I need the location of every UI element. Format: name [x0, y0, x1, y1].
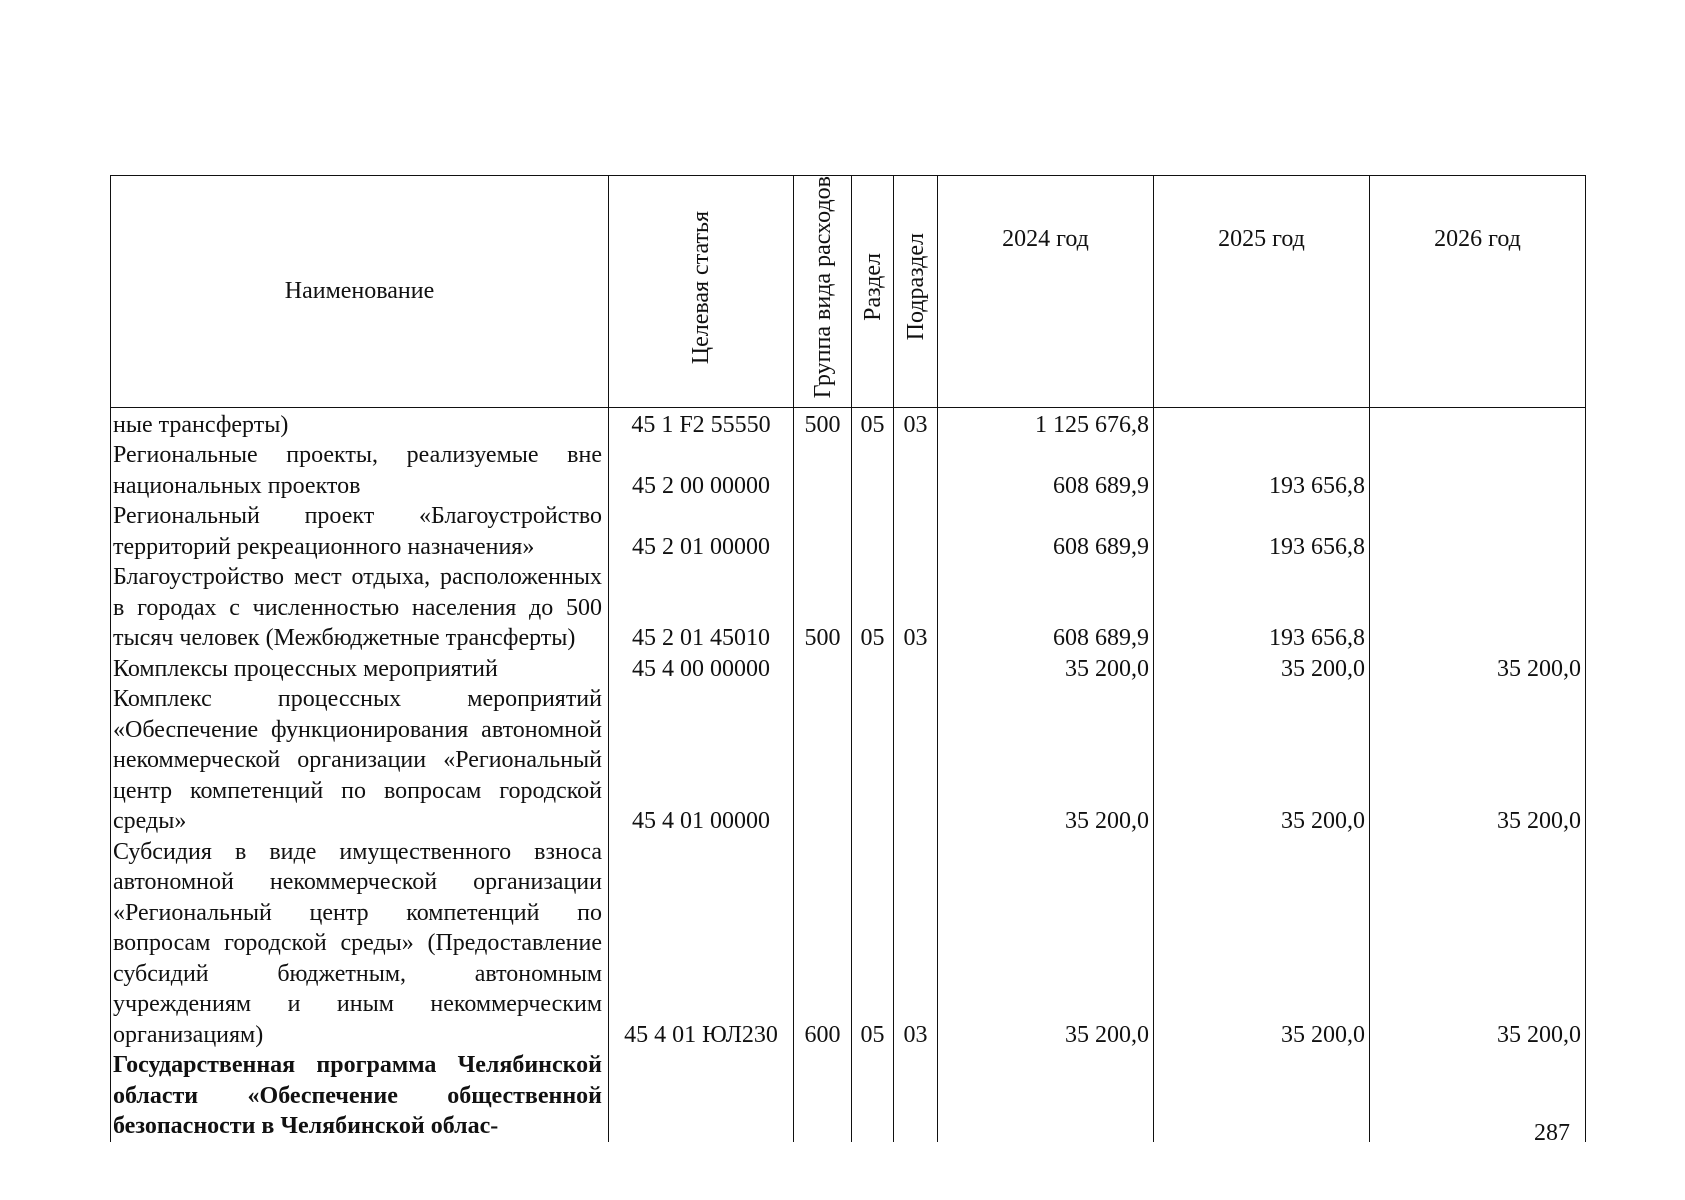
row-target-code: 45 2 01 45010 [609, 562, 794, 654]
row-subsection [894, 684, 938, 837]
table-body [111, 407, 1586, 1142]
row-name: Государственная программа Челябинской области «Обеспечение общественной безопасности в Челябинской облас- [111, 1050, 609, 1142]
row-section [852, 1050, 894, 1142]
row-target-code: 45 4 01 00000 [609, 684, 794, 837]
row-expense-group [794, 654, 852, 685]
row-amount-2026: 35 200,0 [1370, 684, 1586, 837]
table-header [111, 176, 1586, 408]
table-row [111, 562, 1586, 654]
row-amount-2025: 35 200,0 [1154, 837, 1370, 1051]
row-amount-2025: 193 656,8 [1154, 501, 1370, 562]
header-section [852, 176, 894, 408]
row-amount-2026 [1370, 562, 1586, 654]
row-expense-group [794, 440, 852, 501]
row-amount-2026 [1370, 440, 1586, 501]
header-target-label: Целевая статья [688, 210, 714, 364]
header-subsection [894, 176, 938, 408]
row-target-code: 45 4 01 ЮЛ230 [609, 837, 794, 1051]
row-amount-2025: 193 656,8 [1154, 562, 1370, 654]
row-amount-2024: 608 689,9 [938, 501, 1154, 562]
table-row [111, 1050, 1586, 1142]
header-target-article [609, 176, 794, 408]
row-target-code: 45 4 00 00000 [609, 654, 794, 685]
row-subsection [894, 501, 938, 562]
row-subsection: 03 [894, 407, 938, 440]
row-section [852, 654, 894, 685]
row-expense-group: 600 [794, 837, 852, 1051]
row-amount-2024: 35 200,0 [938, 654, 1154, 685]
row-name: Благоустройство мест отдыха, расположенных в городах с численностью населения до 500 тысяч человек (Межбюджетные трансферты) [111, 562, 609, 654]
row-section [852, 440, 894, 501]
header-group-label: Группа вида расходов [809, 176, 836, 399]
table-row [111, 440, 1586, 501]
row-subsection [894, 654, 938, 685]
row-expense-group [794, 501, 852, 562]
row-expense-group [794, 684, 852, 837]
row-subsection [894, 440, 938, 501]
row-target-code: 45 2 01 00000 [609, 501, 794, 562]
budget-table [110, 175, 1586, 1142]
header-name-label: Наименование [284, 278, 435, 305]
row-name: Субсидия в виде имущественного взноса автономной некоммерческой организации «Региональный центр компетенций по вопросам городской среды» (Предоставление субсидий бюджетным, автономным учреждениям и иным некоммерческим организациям) [111, 837, 609, 1051]
table-row [111, 407, 1586, 440]
header-2026: 2026 год [1370, 176, 1586, 408]
row-amount-2024: 35 200,0 [938, 837, 1154, 1051]
row-amount-2025: 35 200,0 [1154, 654, 1370, 685]
row-target-code: 45 1 F2 55550 [609, 407, 794, 440]
row-section: 05 [852, 562, 894, 654]
row-amount-2024: 1 125 676,8 [938, 407, 1154, 440]
row-name: Региональный проект «Благоустройство территорий рекреационного назначения» [111, 501, 609, 562]
row-section: 05 [852, 407, 894, 440]
row-subsection [894, 1050, 938, 1142]
row-section [852, 501, 894, 562]
header-section-label: Раздел [859, 253, 886, 322]
row-expense-group: 500 [794, 562, 852, 654]
row-subsection: 03 [894, 562, 938, 654]
row-name: Комплексы процессных мероприятий [111, 654, 609, 685]
row-amount-2026: 35 200,0 [1370, 654, 1586, 685]
row-amount-2026: 35 200,0 [1370, 837, 1586, 1051]
header-2024: 2024 год [938, 176, 1154, 408]
row-amount-2026 [1370, 501, 1586, 562]
table-row [111, 501, 1586, 562]
row-target-code: 45 2 00 00000 [609, 440, 794, 501]
row-name: Региональные проекты, реализуемые вне национальных проектов [111, 440, 609, 501]
row-amount-2024: 608 689,9 [938, 440, 1154, 501]
row-expense-group: 500 [794, 407, 852, 440]
table-row [111, 684, 1586, 837]
header-expense-group [794, 176, 852, 408]
table-row [111, 654, 1586, 685]
row-expense-group [794, 1050, 852, 1142]
row-amount-2026 [1370, 407, 1586, 440]
header-subsection-label: Подраздел [902, 233, 929, 341]
header-2025: 2025 год [1154, 176, 1370, 408]
row-amount-2025 [1154, 407, 1370, 440]
row-amount-2024: 608 689,9 [938, 562, 1154, 654]
page-number: 287 [1534, 1120, 1570, 1146]
row-name: ные трансферты) [111, 407, 609, 440]
row-amount-2025: 193 656,8 [1154, 440, 1370, 501]
row-section [852, 684, 894, 837]
row-amount-2024 [938, 1050, 1154, 1142]
row-subsection: 03 [894, 837, 938, 1051]
row-name: Комплекс процессных мероприятий «Обеспечение функционирования автономной некоммерческой организации «Региональный центр компетенций по вопросам городской среды» [111, 684, 609, 837]
row-amount-2025 [1154, 1050, 1370, 1142]
header-name [111, 176, 609, 408]
table-row [111, 837, 1586, 1051]
row-target-code [609, 1050, 794, 1142]
row-amount-2025: 35 200,0 [1154, 684, 1370, 837]
row-amount-2024: 35 200,0 [938, 684, 1154, 837]
row-section: 05 [852, 837, 894, 1051]
